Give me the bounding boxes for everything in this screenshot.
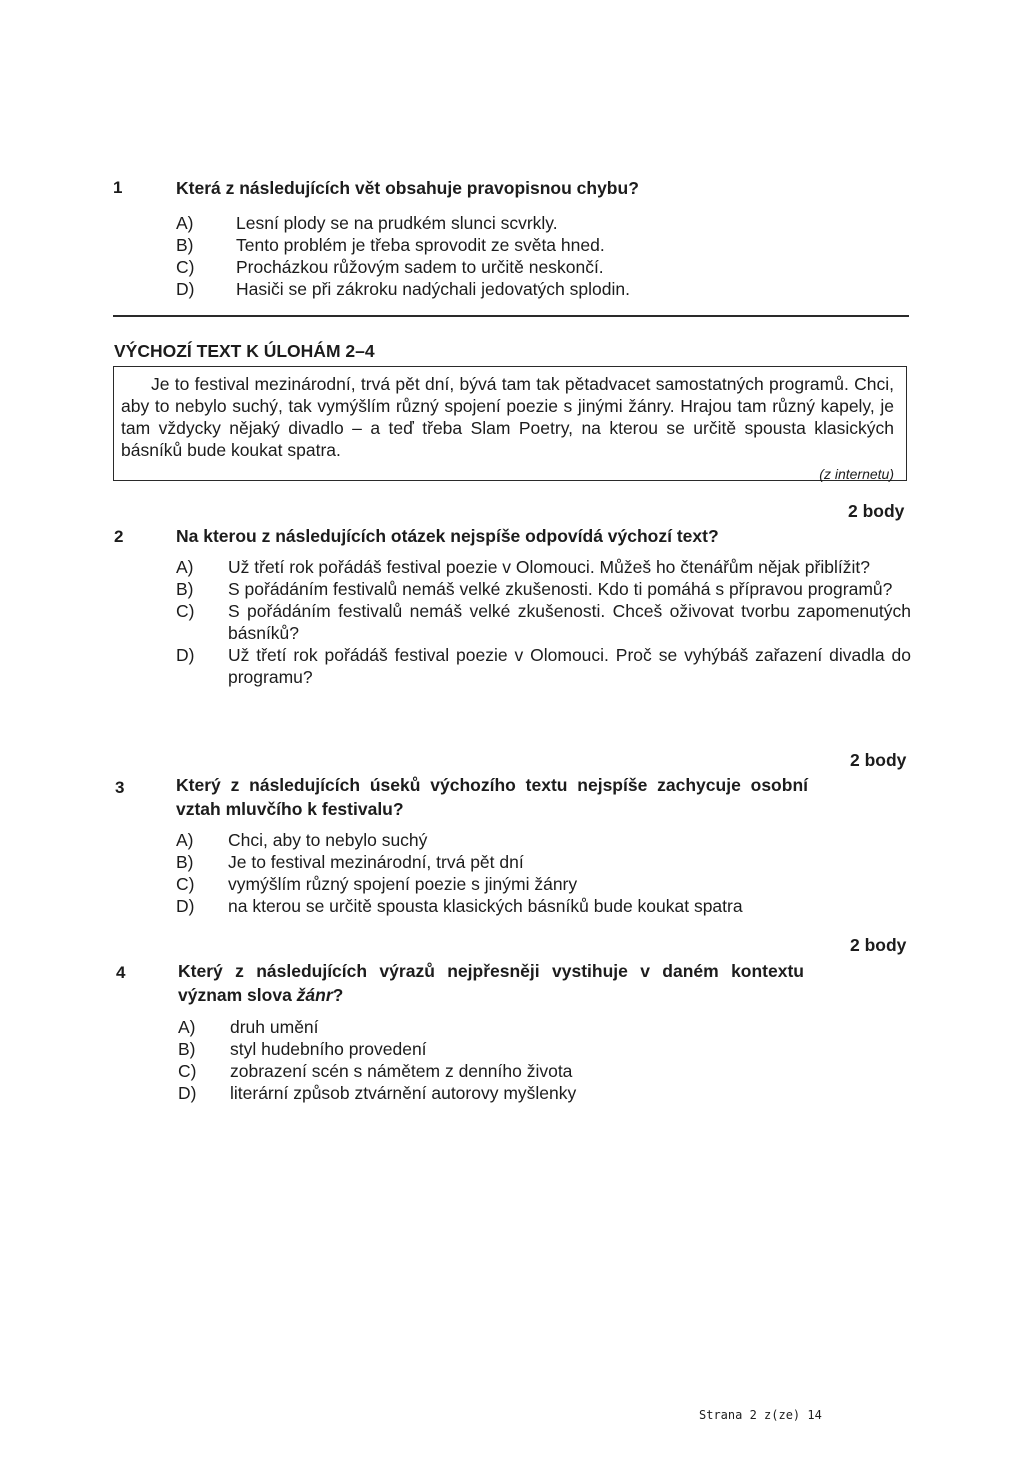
- question-3-number: 3: [115, 778, 125, 797]
- question-1-text: Která z následujících vět obsahuje pravopisnou chybu?: [176, 178, 639, 198]
- question-2-text: Na kterou z následujících otázek nejspíše odpovídá výchozí text?: [176, 526, 719, 546]
- question-4-term: žánr: [296, 985, 333, 1005]
- question-3-points: 2 body: [850, 750, 907, 770]
- question-2-option-c[interactable]: C) S pořádáním festivalů nemáš velké zkušenosti. Chceš oživovat tvorbu zapomenutých básníků?: [176, 601, 911, 643]
- question-2-options: [176, 556, 911, 688]
- question-4-option-b[interactable]: B) styl hudebního provedení: [178, 1039, 427, 1059]
- question-3-option-d[interactable]: D) na kterou se určitě spousta klasických básníků bude koukat spatra: [176, 896, 743, 916]
- question-3-text: Který z následujících úseků výchozího textu nejspíše zachycuje osobní vztah mluvčího k festivalu?: [176, 775, 808, 819]
- question-3-option-a[interactable]: A) Chci, aby to nebylo suchý: [176, 830, 428, 850]
- question-1-option-c[interactable]: C) Procházkou růžovým sadem to určitě neskončí.: [176, 257, 604, 277]
- page-number: Strana 2 z(ze) 14: [699, 1408, 822, 1422]
- question-4-option-d[interactable]: D) literární způsob ztvárnění autorovy myšlenky: [178, 1083, 577, 1103]
- question-1-number: 1: [113, 178, 123, 197]
- question-2-option-a[interactable]: A) Už třetí rok pořádáš festival poezie v Olomouci. Můžeš ho čtenářům nějak přiblížit?: [176, 557, 870, 577]
- question-3-options: [176, 829, 836, 917]
- source-heading: VÝCHOZÍ TEXT K ÚLOHÁM 2–4: [114, 341, 375, 361]
- question-4-options: [178, 1016, 798, 1104]
- question-2-option-b[interactable]: B) S pořádáním festivalů nemáš velké zkušenosti. Kdo ti pomáhá s přípravou programů?: [176, 579, 893, 599]
- question-4-option-a[interactable]: A) druh umění: [178, 1017, 319, 1037]
- source-text-box: [113, 366, 907, 481]
- question-4-text: Který z následujících výrazů nejpřesněji vystihuje v daném kontextu význam slova žánr?: [178, 961, 804, 1005]
- question-4-points: 2 body: [850, 935, 907, 955]
- question-2-points: 2 body: [848, 501, 905, 521]
- question-4-option-c[interactable]: C) zobrazení scén s námětem z denního života: [178, 1061, 573, 1081]
- question-1-options: [176, 212, 796, 300]
- source-text: Je to festival mezinárodní, trvá pět dní, bývá tam tak pětadvacet samostatných programů. Chci, aby to nebylo suchý, tak vymýšlím různý spojení poezie s jinými žánry. Hrajou tam různý kapely, je tam vždycky nějaký divadlo – a teď třeba Slam Poetry, na kterou se určitě spousta klasických básníků bude koukat spatra.: [121, 374, 894, 460]
- question-3-option-b[interactable]: B) Je to festival mezinárodní, trvá pět dní: [176, 852, 524, 872]
- question-2-number: 2: [114, 527, 124, 546]
- section-divider: [113, 315, 909, 317]
- question-1-option-a[interactable]: A) Lesní plody se na prudkém slunci scvrkly.: [176, 213, 558, 233]
- question-4-number: 4: [116, 963, 126, 982]
- question-1-option-b[interactable]: B) Tento problém je třeba sprovodit ze světa hned.: [176, 235, 605, 255]
- question-3-option-c[interactable]: C) vymýšlím různý spojení poezie s jinými žánry: [176, 874, 578, 894]
- question-1-option-d[interactable]: D) Hasiči se při zákroku nadýchali jedovatých splodin.: [176, 279, 630, 299]
- question-2-option-d[interactable]: D) Už třetí rok pořádáš festival poezie v Olomouci. Proč se vyhýbáš zařazení divadla do programu?: [176, 645, 911, 687]
- source-citation: (z internetu): [819, 466, 894, 482]
